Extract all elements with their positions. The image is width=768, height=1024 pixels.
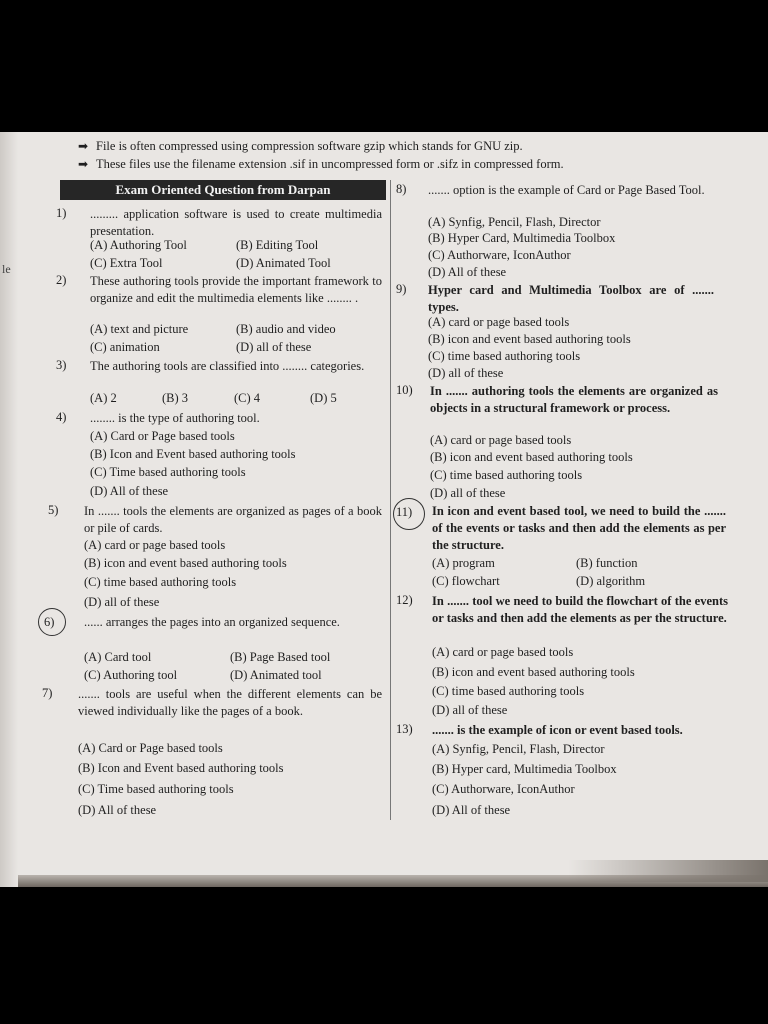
option: (C) Authoring tool [84,668,178,682]
option: (B) Hyper card, Multimedia Toolbox [432,762,617,776]
question-number: 6) [44,615,55,629]
option: (A) card or page based tools [430,433,572,447]
question-number: 9) [396,282,407,296]
question-number: 2) [56,273,67,287]
option: (B) function [576,556,638,570]
question-number: 7) [42,686,53,700]
question-text: In ....... tool we need to build the flowchart of the events or tasks and then add the elements as per the structure. [432,594,728,625]
option: (C) 4 [234,391,261,405]
section-banner: Exam Oriented Question from Darpan [60,180,386,200]
option: (A) Authoring Tool [90,238,187,252]
question-number: 4) [56,410,67,424]
question-text: ........ is the type of authoring tool. [90,411,260,425]
question-text: These authoring tools provide the important framework to organize and edit the multimedia elements like ........ . [90,274,382,305]
option: (C) Authorware, IconAuthor [432,782,575,796]
question-text: ....... tools are useful when the different elements can be viewed individually like the pages of a book. [78,687,382,718]
option: (B) icon and event based authoring tools [84,556,287,570]
option: (B) audio and video [236,322,336,336]
question-number: 13) [396,722,413,736]
question-number: 5) [48,503,59,517]
question-text: In ....... authoring tools the elements are organized as objects in a structural framework or process. [430,384,718,415]
question-text: Hyper card and Multimedia Toolbox are of ....... types. [428,283,714,314]
page-edge [0,132,18,887]
option: (B) Page Based tool [230,650,331,664]
option: (A) Synfig, Pencil, Flash, Director [428,215,601,229]
option: (B) Editing Tool [236,238,319,252]
option: (A) Card tool [84,650,152,664]
option: (C) Extra Tool [90,256,163,270]
option: (A) Card or Page based tools [90,429,235,443]
question-number: 11) [396,505,413,519]
arrow-icon: ➡ [78,139,89,153]
option: (A) card or page based tools [84,538,226,552]
option: (A) Synfig, Pencil, Flash, Director [432,742,605,756]
option: (B) icon and event based authoring tools [428,332,631,346]
header-line-1: ➡ File is often compressed using compression software gzip which stands for GNU zip. [78,139,523,153]
option: (B) icon and event based authoring tools [432,665,635,679]
question-text: ...... arranges the pages into an organized sequence. [84,615,340,629]
option: (A) Card or Page based tools [78,741,223,755]
header-line-2: ➡ These files use the filename extension .sif in uncompressed form or .sifz in compressed form. [78,157,564,171]
question-number: 3) [56,358,67,372]
option: (D) All of these [432,803,511,817]
option: (A) card or page based tools [432,645,574,659]
option: (D) Animated Tool [236,256,331,270]
question-text: In ....... tools the elements are organized as pages of a book or pile of cards. [84,504,382,535]
option: (B) Icon and Event based authoring tools [90,447,296,461]
option: (C) time based authoring tools [84,575,237,589]
option: (D) algorithm [576,574,646,588]
question-number: 12) [396,593,413,607]
option: (B) Icon and Event based authoring tools [78,761,284,775]
option: (D) all of these [428,366,504,380]
option: (C) time based authoring tools [428,349,581,363]
option: (C) time based authoring tools [432,684,585,698]
option: (D) 5 [310,391,337,405]
option: (C) Time based authoring tools [78,782,234,796]
option: (D) all of these [432,703,508,717]
option: (B) Hyper Card, Multimedia Toolbox [428,231,616,245]
option: (B) 3 [162,391,189,405]
option: (A) card or page based tools [428,315,570,329]
option: (A) program [432,556,495,570]
question-text: ....... is the example of icon or event based tools. [432,723,683,737]
question-text: ......... application software is used to create multimedia presentation. [90,207,382,238]
option: (A) 2 [90,391,117,405]
question-text: In icon and event based tool, we need to build the ....... of the events or tasks and then add the elements as per the structure. [432,504,726,552]
column-divider [390,180,391,820]
option: (C) flowchart [432,574,500,588]
question-text: ....... option is the example of Card or Page Based Tool. [428,183,705,197]
option: (D) All of these [78,803,157,817]
question-number: 8) [396,182,407,196]
question-number: 1) [56,206,67,220]
question-number: 10) [396,383,413,397]
option: (C) Time based authoring tools [90,465,246,479]
margin-note: le [2,262,11,276]
option: (D) All of these [90,484,169,498]
arrow-icon: ➡ [78,157,89,171]
option: (D) Animated tool [230,668,322,682]
option: (C) time based authoring tools [430,468,583,482]
option: (D) all of these [236,340,312,354]
option: (D) All of these [428,265,507,279]
question-text: The authoring tools are classified into ........ categories. [90,359,365,373]
option: (C) animation [90,340,160,354]
option: (B) icon and event based authoring tools [430,450,633,464]
option: (D) all of these [84,595,160,609]
option: (C) Authorware, IconAuthor [428,248,571,262]
option: (D) all of these [430,486,506,500]
option: (A) text and picture [90,322,189,336]
page-corner-shadow [568,860,768,882]
